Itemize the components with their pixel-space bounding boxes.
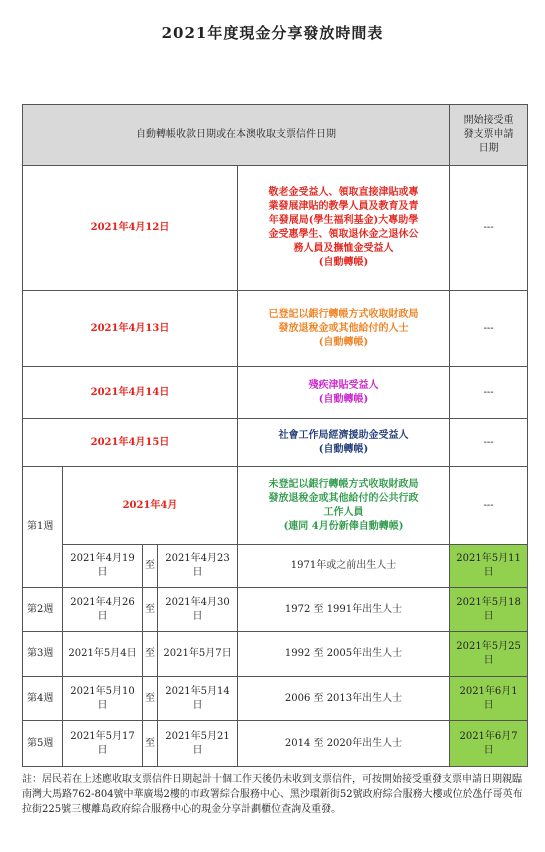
from-date: 2021年5月10 日 [63, 677, 143, 721]
row-date: 2021年4月 [63, 467, 238, 545]
from-date: 2021年4月26 日 [63, 588, 143, 632]
table-row [23, 677, 528, 721]
to-date: 2021年4月23 日 [158, 545, 238, 588]
table-row [23, 467, 528, 545]
row-reissue-date: --- [450, 291, 528, 367]
row-beneficiaries: 殘疾津貼受益人 (自動轉帳) [238, 367, 450, 419]
row-reissue-date: 2021年5月18 日 [450, 588, 528, 632]
from-date: 2021年5月4日 [63, 632, 143, 677]
row-reissue-date: 2021年6月7 日 [450, 721, 528, 767]
to-word: 至 [143, 545, 158, 588]
row-beneficiaries: 未登記以銀行轉帳方式收取財政局 發放退稅金或其他給付的公共行政 工作人員 (連同 4月份新俸自動轉帳) [238, 467, 450, 545]
birth-year-range: 1972 至 1991年出生人士 [238, 588, 450, 632]
to-date: 2021年5月7日 [158, 632, 238, 677]
row-reissue-date: 2021年6月1 日 [450, 677, 528, 721]
table-row [23, 632, 528, 677]
table-row [23, 721, 528, 767]
from-date: 2021年4月19 日 [63, 545, 143, 588]
schedule-table [22, 104, 528, 767]
to-date: 2021年5月21 日 [158, 721, 238, 767]
table-header-row [23, 105, 528, 166]
row-date: 2021年4月14日 [23, 367, 238, 419]
to-date: 2021年4月30 日 [158, 588, 238, 632]
birth-year-range: 2006 至 2013年出生人士 [238, 677, 450, 721]
week-label: 第4週 [23, 677, 63, 721]
row-reissue-date: --- [450, 419, 528, 467]
table-row [23, 367, 528, 419]
row-reissue-date: 2021年5月11 日 [450, 545, 528, 588]
table-row [23, 588, 528, 632]
row-reissue-date: --- [450, 367, 528, 419]
from-date: 2021年5月17 日 [63, 721, 143, 767]
week-label: 第2週 [23, 588, 63, 632]
week-label: 第3週 [23, 632, 63, 677]
table-row [23, 166, 528, 291]
birth-year-range: 1971年或之前出生人士 [238, 545, 450, 588]
to-word: 至 [143, 677, 158, 721]
birth-year-range: 1992 至 2005年出生人士 [238, 632, 450, 677]
row-date: 2021年4月15日 [23, 419, 238, 467]
to-word: 至 [143, 721, 158, 767]
header-date-column: 自動轉帳收款日期或在本澳收取支票信件日期 [23, 105, 450, 166]
birth-year-range: 2014 至 2020年出生人士 [238, 721, 450, 767]
week-label: 第1週 [23, 467, 63, 588]
page-title: 2021年度現金分享發放時間表 [161, 24, 384, 42]
table-row [23, 419, 528, 467]
row-beneficiaries: 社會工作局經濟援助金受益人 (自動轉帳) [238, 419, 450, 467]
row-date: 2021年4月13日 [23, 291, 238, 367]
to-date: 2021年5月14 日 [158, 677, 238, 721]
footnote: 註：居民若在上述應收取支票信件日期起計十個工作天後仍未收到支票信件，可按開始接受重發支票申請日期親臨南灣大馬路762-804號中華廣場2樓的市政署綜合服務中心、黑沙環新街52號政府綜合服務大樓或位於氹仔哥英布拉街225號三樓離島政府綜合服務中心的現金分享計劃櫃位查詢及重發。 [22, 774, 523, 815]
row-reissue-date: --- [450, 467, 528, 545]
row-date: 2021年4月12日 [23, 166, 238, 291]
row-beneficiaries: 敬老金受益人、領取直接津貼或專 業發展津貼的教學人員及教育及青 年發展局(學生福利基金)大專助學 金受惠學生、領取退休金之退休公 務人員及撫恤金受益人 (自動轉帳) [238, 166, 450, 291]
row-reissue-date: 2021年5月25 日 [450, 632, 528, 677]
table-row [23, 291, 528, 367]
row-reissue-date: --- [450, 166, 528, 291]
header-reissue-column: 開始接受重 發支票申請 日期 [450, 105, 528, 166]
week-label: 第5週 [23, 721, 63, 767]
to-word: 至 [143, 588, 158, 632]
table-row [23, 545, 528, 588]
to-word: 至 [143, 632, 158, 677]
row-beneficiaries: 已登記以銀行轉帳方式收取財政局 發放退稅金或其他給付的人士 (自動轉帳) [238, 291, 450, 367]
